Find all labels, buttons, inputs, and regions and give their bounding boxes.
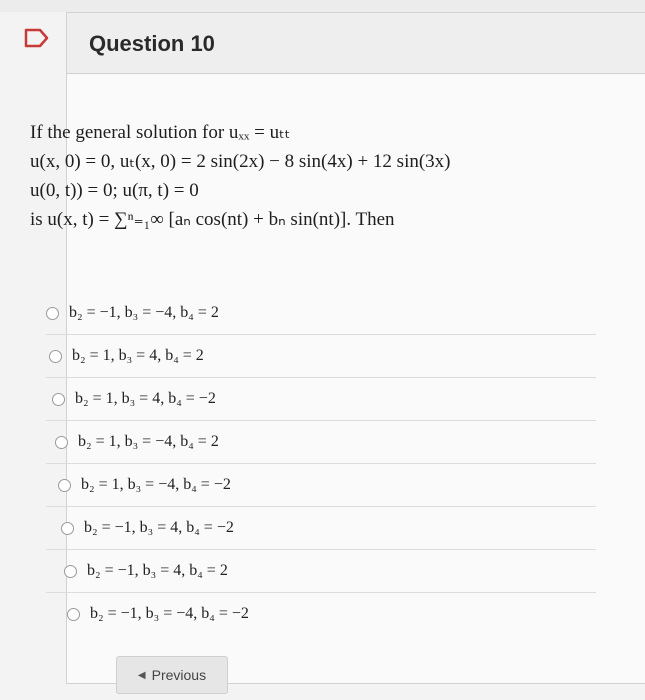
- radio-button[interactable]: [46, 307, 59, 320]
- radio-button[interactable]: [52, 393, 65, 406]
- radio-button[interactable]: [64, 565, 77, 578]
- radio-button[interactable]: [67, 608, 80, 621]
- flag-question-button[interactable]: [24, 28, 50, 48]
- answer-option[interactable]: [46, 463, 596, 506]
- answer-option[interactable]: [46, 420, 596, 463]
- answer-option[interactable]: [46, 506, 596, 549]
- answer-label: b₂ = 1, b₃ = 4, b₄ = 2: [72, 347, 204, 364]
- radio-button[interactable]: [61, 522, 74, 535]
- answer-option[interactable]: [46, 292, 596, 334]
- answer-label: b₂ = −1, b₃ = 4, b₄ = 2: [87, 562, 228, 579]
- previous-button[interactable]: [116, 656, 228, 694]
- previous-label: Previous: [151, 667, 207, 683]
- top-strip: [0, 0, 645, 12]
- answer-option[interactable]: [46, 377, 596, 420]
- radio-button[interactable]: [49, 350, 62, 363]
- radio-button[interactable]: [58, 479, 71, 492]
- answer-label: b₂ = −1, b₃ = −4, b₄ = −2: [90, 605, 249, 622]
- answer-list: [46, 292, 596, 635]
- question-title: Question 10: [89, 31, 215, 56]
- answer-label: b₂ = 1, b₃ = 4, b₄ = −2: [75, 390, 216, 407]
- answer-label: b₂ = 1, b₃ = −4, b₄ = −2: [81, 476, 231, 493]
- answer-label: b₂ = −1, b₃ = 4, b₄ = −2: [84, 519, 234, 536]
- prompt-line: If the general solution for uₓₓ = uₜₜ: [30, 122, 291, 143]
- answer-label: b₂ = −1, b₃ = −4, b₄ = 2: [69, 304, 219, 321]
- answer-option[interactable]: [46, 334, 596, 377]
- prompt-line: u(x, 0) = 0, uₜ(x, 0) = 2 sin(2x) − 8 sin(4x) + 12 sin(3x): [30, 151, 451, 172]
- chevron-left-icon: ◀: [137, 669, 146, 681]
- answer-option[interactable]: [46, 549, 596, 592]
- answer-option[interactable]: [46, 592, 596, 635]
- question-header: [67, 13, 645, 74]
- prompt-line: u(0, t)) = 0; u(π, t) = 0: [30, 180, 199, 201]
- radio-button[interactable]: [55, 436, 68, 449]
- flag-icon: [24, 28, 50, 48]
- answer-label: b₂ = 1, b₃ = −4, b₄ = 2: [78, 433, 219, 450]
- question-prompt: [30, 118, 590, 234]
- prompt-line: is u(x, t) = ∑ⁿ₌₁∞ [aₙ cos(nt) + bₙ sin(nt)]. Then: [30, 209, 395, 230]
